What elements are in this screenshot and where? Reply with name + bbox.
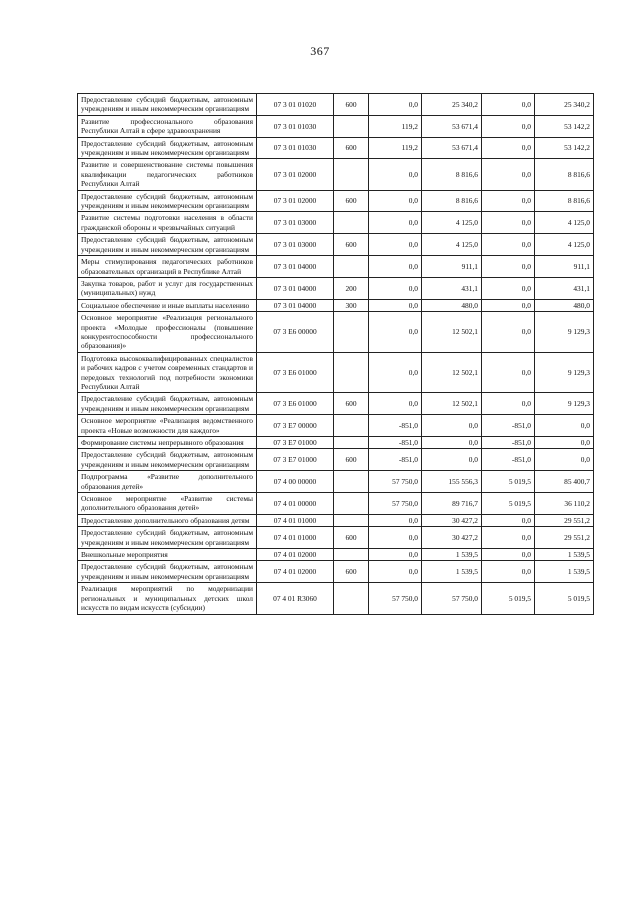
amount-cell-4: 0,0 [535,449,594,471]
table-row [78,137,594,159]
expense-type-cell [334,493,369,515]
amount-cell-1: 57 750,0 [369,471,422,493]
target-code-cell: 07 3 01 02000 [257,190,334,212]
amount-cell-1: 0,0 [369,190,422,212]
budget-table [77,93,594,615]
table-row [78,527,594,549]
amount-cell-4: 9 129,3 [535,312,594,353]
expense-type-cell [334,415,369,437]
amount-cell-1: -851,0 [369,437,422,449]
expense-name-cell: Подпрограмма «Развитие дополнительного образования детей» [78,471,257,493]
amount-cell-1: 0,0 [369,312,422,353]
amount-cell-2: 4 125,0 [422,234,482,256]
expense-type-cell [334,312,369,353]
amount-cell-2: 89 716,7 [422,493,482,515]
target-code-cell: 07 4 01 00000 [257,493,334,515]
amount-cell-1: 0,0 [369,561,422,583]
amount-cell-3: 0,0 [482,549,535,561]
table-row [78,449,594,471]
target-code-cell: 07 3 01 03000 [257,212,334,234]
expense-type-cell: 600 [334,94,369,116]
expense-type-cell [334,583,369,614]
expense-name-cell: Основное мероприятие «Развитие системы дополнительного образования детей» [78,493,257,515]
amount-cell-3: 0,0 [482,212,535,234]
table-row [78,393,594,415]
amount-cell-1: 119,2 [369,115,422,137]
amount-cell-1: 0,0 [369,234,422,256]
expense-type-cell: 200 [334,277,369,299]
amount-cell-4: 0,0 [535,415,594,437]
target-code-cell: 07 3 01 04000 [257,256,334,278]
expense-type-cell [334,159,369,190]
target-code-cell: 07 3 E7 00000 [257,415,334,437]
amount-cell-3: -851,0 [482,449,535,471]
amount-cell-4: 480,0 [535,299,594,311]
amount-cell-3: 0,0 [482,159,535,190]
amount-cell-3: 0,0 [482,115,535,137]
expense-name-cell: Подготовка высококвалифицированных специалистов и рабочих кадров с учетом современных стандартов и передовых технологий под потребности экономики Республики Алтай [78,352,257,393]
expense-name-cell: Предоставление субсидий бюджетным, автономным учреждениям и иным некоммерческим организациям [78,527,257,549]
target-code-cell: 07 4 01 02000 [257,549,334,561]
table-row [78,190,594,212]
amount-cell-3: 0,0 [482,312,535,353]
amount-cell-3: -851,0 [482,415,535,437]
expense-type-cell: 600 [334,234,369,256]
target-code-cell: 07 4 01 01000 [257,514,334,526]
table-row [78,514,594,526]
amount-cell-2: 30 427,2 [422,527,482,549]
amount-cell-2: 431,1 [422,277,482,299]
amount-cell-4: 53 142,2 [535,115,594,137]
amount-cell-2: 25 340,2 [422,94,482,116]
amount-cell-4: 431,1 [535,277,594,299]
amount-cell-2: 53 671,4 [422,137,482,159]
amount-cell-2: 8 816,6 [422,159,482,190]
amount-cell-3: 0,0 [482,277,535,299]
expense-type-cell: 300 [334,299,369,311]
target-code-cell: 07 3 01 03000 [257,234,334,256]
target-code-cell: 07 3 E6 00000 [257,312,334,353]
expense-type-cell: 600 [334,393,369,415]
amount-cell-3: 0,0 [482,137,535,159]
amount-cell-1: -851,0 [369,449,422,471]
expense-type-cell: 600 [334,137,369,159]
amount-cell-1: -851,0 [369,415,422,437]
expense-name-cell: Предоставление субсидий бюджетным, автономным учреждениям и иным некоммерческим организациям [78,234,257,256]
target-code-cell: 07 3 E7 01000 [257,437,334,449]
amount-cell-4: 5 019,5 [535,583,594,614]
amount-cell-2: 0,0 [422,449,482,471]
target-code-cell: 07 4 01 R3060 [257,583,334,614]
expense-type-cell [334,549,369,561]
table-row [78,212,594,234]
table-row [78,471,594,493]
expense-name-cell: Социальное обеспечение и иные выплаты населению [78,299,257,311]
expense-name-cell: Формирование системы непрерывного образования [78,437,257,449]
amount-cell-2: 8 816,6 [422,190,482,212]
expense-name-cell: Предоставление субсидий бюджетным, автономным учреждениям и иным некоммерческим организациям [78,393,257,415]
amount-cell-2: 480,0 [422,299,482,311]
amount-cell-2: 0,0 [422,415,482,437]
amount-cell-4: 1 539,5 [535,561,594,583]
amount-cell-1: 0,0 [369,549,422,561]
amount-cell-4: 8 816,6 [535,190,594,212]
amount-cell-3: 0,0 [482,393,535,415]
amount-cell-4: 4 125,0 [535,234,594,256]
amount-cell-1: 0,0 [369,277,422,299]
expense-name-cell: Предоставление дополнительного образования детям [78,514,257,526]
expense-type-cell: 600 [334,190,369,212]
target-code-cell: 07 3 01 02000 [257,159,334,190]
amount-cell-2: 4 125,0 [422,212,482,234]
amount-cell-2: 1 539,5 [422,549,482,561]
expense-type-cell [334,437,369,449]
amount-cell-3: 0,0 [482,190,535,212]
amount-cell-1: 0,0 [369,94,422,116]
amount-cell-1: 0,0 [369,527,422,549]
expense-name-cell: Внешкольные мероприятия [78,549,257,561]
amount-cell-2: 30 427,2 [422,514,482,526]
amount-cell-2: 57 750,0 [422,583,482,614]
expense-name-cell: Реализация мероприятий по модернизации региональных и муниципальных детских школ искусств по видам искусств (субсидии) [78,583,257,614]
table-row [78,277,594,299]
expense-type-cell [334,256,369,278]
amount-cell-4: 36 110,2 [535,493,594,515]
table-row [78,493,594,515]
amount-cell-3: 0,0 [482,256,535,278]
budget-table-body [78,94,594,615]
expense-type-cell [334,115,369,137]
table-row [78,299,594,311]
expense-type-cell [334,212,369,234]
amount-cell-4: 9 129,3 [535,352,594,393]
expense-name-cell: Основное мероприятие «Реализация ведомственного проекта «Новые возможности для каждого» [78,415,257,437]
amount-cell-3: 0,0 [482,94,535,116]
table-row [78,256,594,278]
amount-cell-2: 911,1 [422,256,482,278]
table-row [78,94,594,116]
expense-name-cell: Предоставление субсидий бюджетным, автономным учреждениям и иным некоммерческим организациям [78,94,257,116]
amount-cell-1: 57 750,0 [369,493,422,515]
expense-name-cell: Развитие системы подготовки населения в области гражданской обороны и чрезвычайных ситуаций [78,212,257,234]
expense-name-cell: Предоставление субсидий бюджетным, автономным учреждениям и иным некоммерческим организациям [78,449,257,471]
amount-cell-4: 4 125,0 [535,212,594,234]
amount-cell-3: 5 019,5 [482,583,535,614]
table-row [78,159,594,190]
amount-cell-4: 911,1 [535,256,594,278]
amount-cell-1: 0,0 [369,299,422,311]
expense-name-cell: Меры стимулирования педагогических работников образовательных организаций в Республике Алтай [78,256,257,278]
table-row [78,234,594,256]
amount-cell-4: 0,0 [535,437,594,449]
target-code-cell: 07 4 01 02000 [257,561,334,583]
expense-name-cell: Предоставление субсидий бюджетным, автономным учреждениям и иным некоммерческим организациям [78,561,257,583]
target-code-cell: 07 4 00 00000 [257,471,334,493]
target-code-cell: 07 3 01 01030 [257,137,334,159]
amount-cell-2: 0,0 [422,437,482,449]
amount-cell-2: 53 671,4 [422,115,482,137]
amount-cell-1: 0,0 [369,256,422,278]
amount-cell-1: 0,0 [369,159,422,190]
amount-cell-2: 12 502,1 [422,393,482,415]
amount-cell-4: 8 816,6 [535,159,594,190]
amount-cell-4: 1 539,5 [535,549,594,561]
amount-cell-4: 29 551,2 [535,514,594,526]
amount-cell-1: 119,2 [369,137,422,159]
amount-cell-1: 0,0 [369,393,422,415]
expense-type-cell: 600 [334,449,369,471]
expense-type-cell: 600 [334,561,369,583]
amount-cell-4: 25 340,2 [535,94,594,116]
expense-type-cell: 600 [334,527,369,549]
amount-cell-1: 57 750,0 [369,583,422,614]
amount-cell-4: 9 129,3 [535,393,594,415]
target-code-cell: 07 3 01 04000 [257,277,334,299]
table-row [78,415,594,437]
amount-cell-3: 0,0 [482,514,535,526]
amount-cell-4: 85 400,7 [535,471,594,493]
amount-cell-3: 0,0 [482,234,535,256]
page-number: 367 [310,44,330,58]
amount-cell-1: 0,0 [369,212,422,234]
amount-cell-2: 12 502,1 [422,312,482,353]
expense-type-cell [334,514,369,526]
target-code-cell: 07 3 01 01030 [257,115,334,137]
amount-cell-2: 12 502,1 [422,352,482,393]
amount-cell-3: 0,0 [482,352,535,393]
amount-cell-4: 29 551,2 [535,527,594,549]
table-row [78,115,594,137]
amount-cell-3: 0,0 [482,561,535,583]
expense-name-cell: Развитие и совершенствование системы повышения квалификации педагогических работников Республики Алтай [78,159,257,190]
expense-name-cell: Развитие профессионального образования Республики Алтай в сфере здравоохранения [78,115,257,137]
target-code-cell: 07 3 E6 01000 [257,393,334,415]
target-code-cell: 07 3 E7 01000 [257,449,334,471]
table-row [78,312,594,353]
table-row [78,352,594,393]
table-row [78,437,594,449]
expense-type-cell [334,471,369,493]
amount-cell-4: 53 142,2 [535,137,594,159]
expense-name-cell: Закупка товаров, работ и услуг для государственных (муниципальных) нужд [78,277,257,299]
amount-cell-1: 0,0 [369,514,422,526]
expense-name-cell: Основное мероприятие «Реализация регионального проекта «Молодые профессионалы (повышение конкурентоспособности профессионального образования)» [78,312,257,353]
amount-cell-2: 155 556,3 [422,471,482,493]
expense-name-cell: Предоставление субсидий бюджетным, автономным учреждениям и иным некоммерческим организациям [78,190,257,212]
expense-name-cell: Предоставление субсидий бюджетным, автономным учреждениям и иным некоммерческим организациям [78,137,257,159]
table-row [78,549,594,561]
amount-cell-3: 5 019,5 [482,471,535,493]
expense-type-cell [334,352,369,393]
target-code-cell: 07 3 01 04000 [257,299,334,311]
table-row [78,583,594,614]
amount-cell-3: 0,0 [482,527,535,549]
target-code-cell: 07 4 01 01000 [257,527,334,549]
target-code-cell: 07 3 E6 01000 [257,352,334,393]
amount-cell-2: 1 539,5 [422,561,482,583]
table-row [78,561,594,583]
amount-cell-3: 5 019,5 [482,493,535,515]
amount-cell-3: 0,0 [482,299,535,311]
target-code-cell: 07 3 01 01020 [257,94,334,116]
amount-cell-3: -851,0 [482,437,535,449]
amount-cell-1: 0,0 [369,352,422,393]
